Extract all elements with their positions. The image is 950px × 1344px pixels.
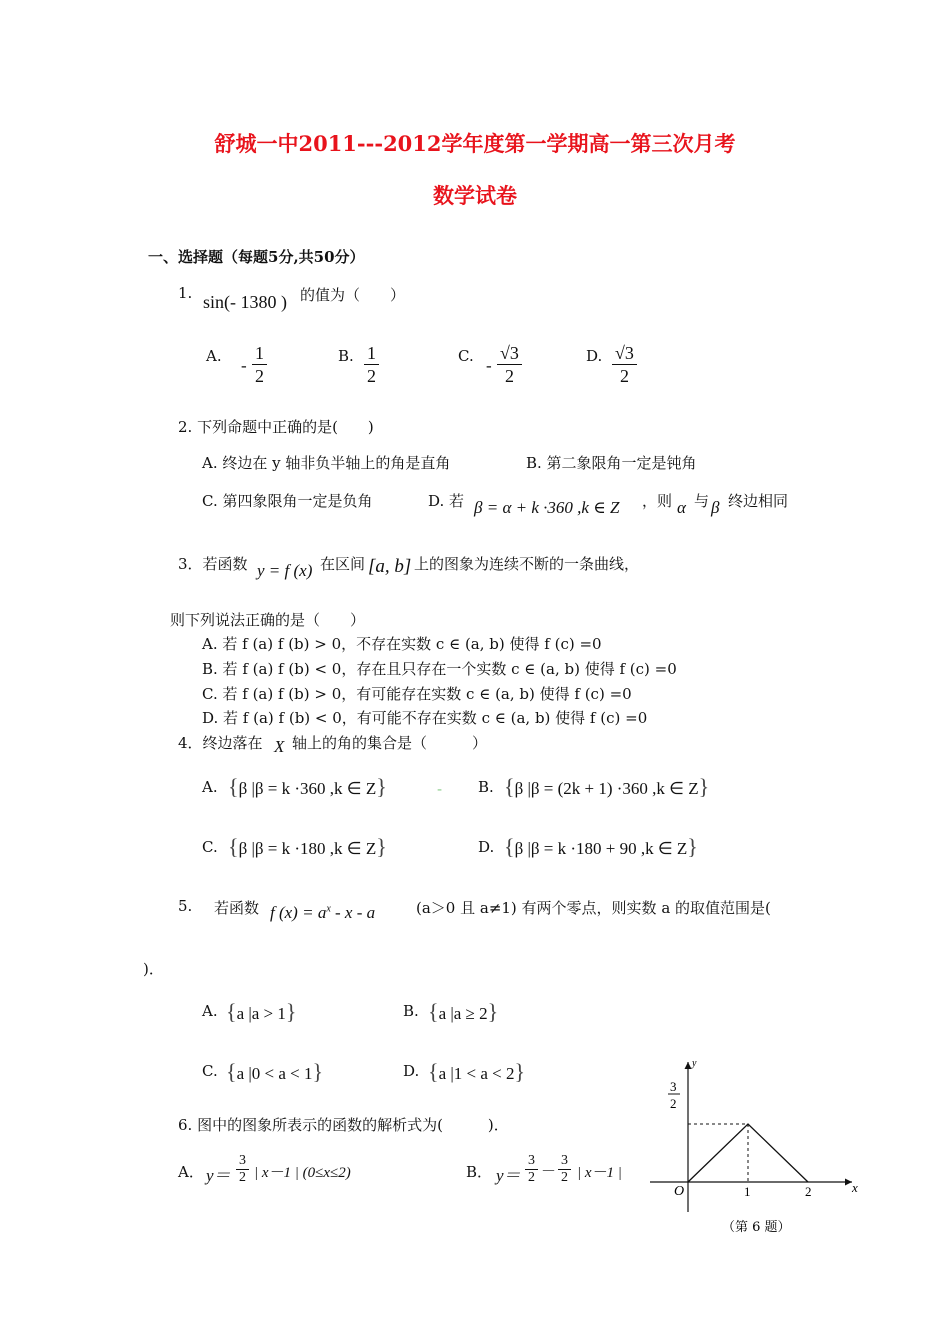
q4-option-b-set <box>504 774 709 800</box>
brace-open: { <box>228 834 239 859</box>
q2-option-d-expression: β = α + k ·360 ,k ∈ Z <box>474 498 620 517</box>
q5-function <box>270 903 375 923</box>
fraction-numerator: 3 <box>525 1153 538 1170</box>
brace-open: { <box>226 1059 237 1084</box>
brace-open: { <box>428 1059 439 1084</box>
brace-open: { <box>504 774 515 799</box>
x-tick-1: 1 <box>744 1184 751 1199</box>
fraction-numerator: 1 <box>252 342 267 365</box>
q3-option-c: C. 若 f (a) f (b) > 0，有可能存在实数 c ∈ (a, b) 使得 f (c) =0 <box>202 685 632 703</box>
exam-title: 舒城一中2011---2012学年度第一学期高一第三次月考 <box>214 131 736 156</box>
q6-option-b-fraction-1 <box>525 1153 538 1186</box>
q4-option-d-set <box>504 834 698 860</box>
q5-function-base: f (x) = a <box>270 903 327 922</box>
set-content: a |a > 1 <box>236 1004 286 1023</box>
fraction-numerator: √3 <box>497 342 522 365</box>
q4-stray-mark: - <box>437 780 443 798</box>
y-axis-label: y <box>692 1058 697 1069</box>
fraction-denominator: 2 <box>619 366 629 386</box>
q5-stem-end: )． <box>143 960 164 978</box>
q5-option-d-set <box>428 1059 525 1085</box>
q1-option-d-fraction <box>612 342 637 387</box>
set-content: a |a ≥ 2 <box>438 1004 488 1023</box>
q3-option-a: A. 若 f (a) f (b) > 0，不存在实数 c ∈ (a, b) 使得 f (c) =0 <box>202 635 602 653</box>
x-tick-2: 2 <box>805 1184 812 1199</box>
q4-option-c-set <box>228 834 387 860</box>
q1-number: 1. <box>178 284 193 302</box>
q2-option-b: B. 第二象限角一定是钝角 <box>526 454 697 472</box>
exam-subtitle: 数学试卷 <box>433 183 517 208</box>
q2-stem: 2. 下列命题中正确的是( ) <box>178 418 374 436</box>
q1-option-b-label: B. <box>338 347 354 365</box>
q6-option-a-rest: | x－1 | (0≤x≤2) <box>254 1165 351 1181</box>
q3-option-b: B. 若 f (a) f (b) < 0，存在且只存在一个实数 c ∈ (a, b) 使得 f (c) =0 <box>202 660 677 678</box>
y-tick-numerator: 3 <box>670 1079 677 1094</box>
q5-option-a-set <box>226 999 296 1025</box>
origin-label: O <box>674 1184 685 1199</box>
brace-close: } <box>376 834 387 859</box>
q4-option-a-set <box>228 774 387 800</box>
q5-stem-part1: 若函数 <box>214 899 260 917</box>
brace-close: } <box>687 834 698 859</box>
q4-stem-part2: 轴上的角的集合是（ ） <box>292 734 488 752</box>
q3-interval: [a, b] <box>368 556 412 577</box>
q2-option-d-label: D. 若 <box>428 492 465 510</box>
brace-open: { <box>428 999 439 1024</box>
q4-stem-part1: 4．终边落在 <box>178 734 263 752</box>
fraction-numerator: √3 <box>612 342 637 365</box>
q3-stem-part2: 在区间 <box>320 555 366 573</box>
q3-stem-part1: 3．若函数 <box>178 555 248 573</box>
brace-close: } <box>698 774 710 799</box>
q2-option-c: C. 第四象限角一定是负角 <box>202 492 373 510</box>
q1-option-b-fraction <box>364 342 379 387</box>
set-content: a |0 < a < 1 <box>236 1064 313 1083</box>
q3-option-d: D. 若 f (a) f (b) < 0，有可能不存在实数 c ∈ (a, b) 使得 f (c) =0 <box>202 709 648 727</box>
brace-close: } <box>487 999 499 1024</box>
fraction-numerator: 1 <box>364 342 379 365</box>
q2-beta: β <box>711 498 720 517</box>
q3-stem-part3: 上的图象为连续不断的一条曲线， <box>414 555 640 573</box>
q4-option-c-label: C. <box>202 838 218 856</box>
fraction-numerator: 3 <box>558 1153 571 1170</box>
q2-option-d-then: ，则 <box>642 492 673 510</box>
q5-option-c-label: C. <box>202 1062 218 1080</box>
q6-option-b-label: B． <box>466 1163 493 1181</box>
q6-graph-figure <box>640 1050 870 1250</box>
section-heading: 一、选择题（每题5分,共50分） <box>148 248 365 266</box>
q1-option-c-sign: - <box>486 356 492 375</box>
q1-stem: 的值为（ ） <box>300 286 406 304</box>
q1-option-c-label: C. <box>458 347 474 365</box>
q5-option-c-set <box>226 1059 323 1085</box>
q5-option-b-label: B. <box>403 1002 419 1020</box>
fraction-denominator: 2 <box>367 366 376 386</box>
set-content: β |β = k ·360 ,k ∈ Z <box>238 779 377 798</box>
brace-close: } <box>376 774 387 799</box>
fraction-denominator: 2 <box>504 366 514 386</box>
q2-alpha: α <box>677 498 686 517</box>
q6-option-a-fraction <box>236 1153 249 1186</box>
q6-option-a-label: A． <box>178 1163 204 1181</box>
x-axis-label: x <box>852 1180 858 1195</box>
q4-x-axis: X <box>274 737 285 756</box>
q4-option-b-label: B. <box>478 778 494 796</box>
q5-option-d-label: D. <box>403 1062 420 1080</box>
set-content: β |β = (2k + 1) ·360 ,k ∈ Z <box>514 779 699 798</box>
q2-with: 与 <box>694 492 710 510</box>
brace-close: } <box>514 1059 526 1084</box>
fraction-denominator: 2 <box>255 366 264 386</box>
q1-option-d-label: D. <box>586 347 603 365</box>
set-content: β |β = k ·180 ,k ∈ Z <box>238 839 377 858</box>
q6-stem: 6. 图中的图象所表示的函数的解析式为( )． <box>178 1116 509 1134</box>
q1-option-c-fraction <box>497 342 522 387</box>
set-content: β |β = k ·180 + 90 ,k ∈ Z <box>514 839 688 858</box>
brace-close: } <box>285 999 297 1024</box>
q5-stem-part2: (a＞0 且 a≠1) 有两个零点，则实数 a 的取值范围是( <box>416 899 771 917</box>
fraction-denominator: 2 <box>528 1170 535 1185</box>
fraction-numerator: 3 <box>236 1153 249 1170</box>
q4-option-a-label: A. <box>202 778 218 796</box>
q5-function-tail: - x - a <box>330 903 376 922</box>
q6-option-b-y: y＝ <box>496 1166 521 1185</box>
q6-option-b-fraction-2 <box>558 1153 571 1186</box>
q5-option-a-label: A. <box>202 1002 218 1020</box>
fraction-denominator: 2 <box>561 1170 568 1185</box>
q2-option-a: A. 终边在 y 轴非负半轴上的角是直角 <box>202 454 451 472</box>
q6-option-a-y: y＝ <box>206 1166 231 1185</box>
set-content: a |1 < a < 2 <box>438 1064 515 1083</box>
q3-function: y = f (x) <box>257 561 313 580</box>
q6-option-b-minus: － <box>541 1164 557 1180</box>
q6-option-b-rest: | x－1 | <box>577 1165 622 1181</box>
q1-option-a-label: A. <box>206 347 222 365</box>
q5-function-exponent: x <box>326 903 331 915</box>
q5-number: 5. <box>178 897 193 915</box>
figure-caption: （第 6 题） <box>722 1220 791 1235</box>
fraction-denominator: 2 <box>239 1170 246 1185</box>
brace-open: { <box>228 774 239 799</box>
q5-option-b-set <box>428 999 498 1025</box>
q3-stem-line2: 则下列说法正确的是（ ） <box>170 611 366 629</box>
q1-expression: sin(- 1380 ) <box>203 292 287 312</box>
brace-close: } <box>312 1059 324 1084</box>
y-tick-denominator: 2 <box>670 1096 677 1111</box>
q1-option-a-sign: - <box>241 356 247 375</box>
brace-open: { <box>226 999 237 1024</box>
brace-open: { <box>504 834 515 859</box>
q1-option-a-fraction <box>252 342 267 387</box>
q2-option-d-end: 终边相同 <box>728 492 789 510</box>
q4-option-d-label: D. <box>478 838 495 856</box>
